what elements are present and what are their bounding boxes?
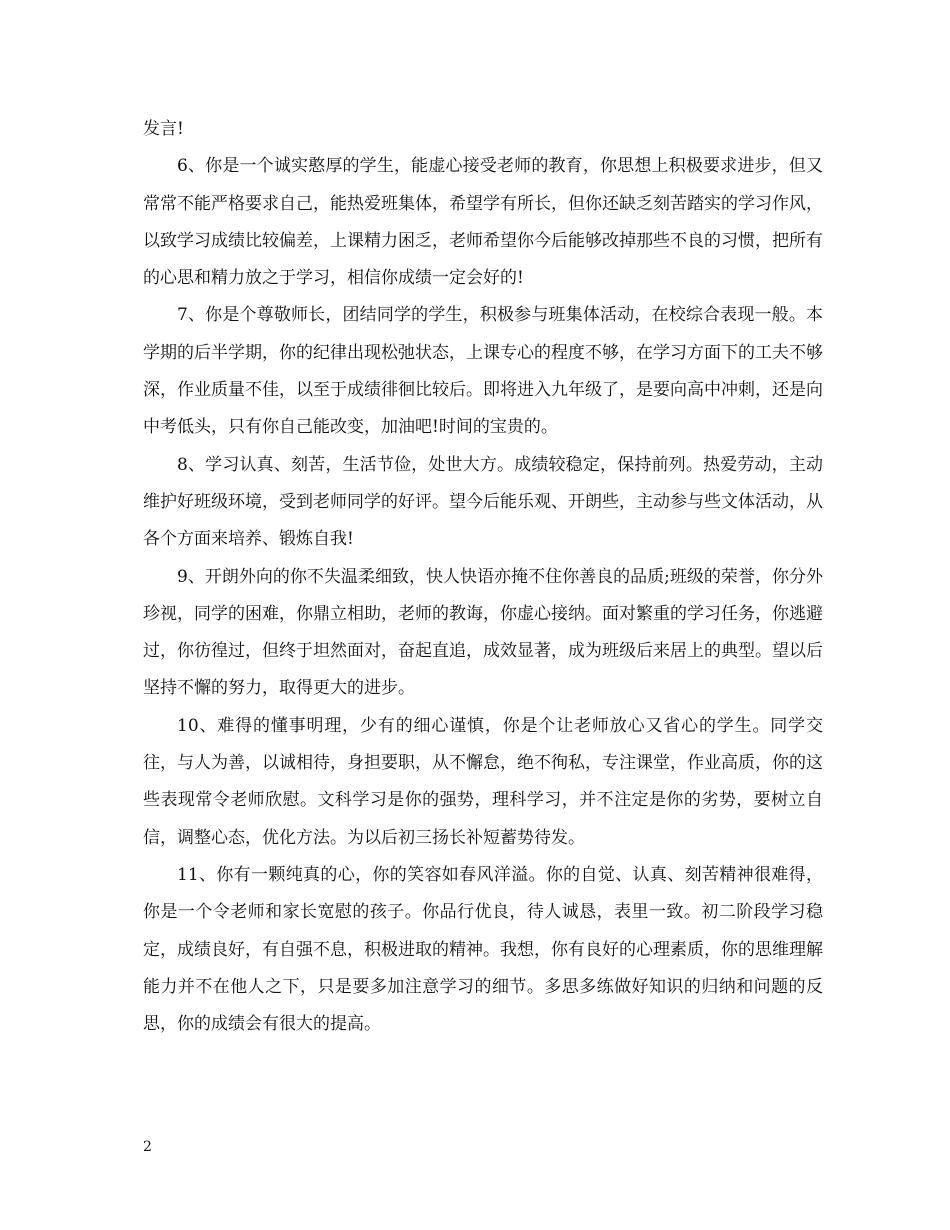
- paragraph-comment-9: 9、开朗外向的你不失温柔细致，快人快语亦掩不住你善良的品质;班级的荣誉，你分外珍视，同学的困难，你鼎立相助，老师的教诲，你虚心接纳。面对繁重的学习任务，你逃避过，你彷徨过，但终于坦然面对，奋起直追，成效显著，成为班级后来居上的典型。望以后坚持不懈的努力，取得更大的进步。: [143, 566, 823, 699]
- paragraph-comment-11: 11、你有一颗纯真的心，你的笑容如春风洋溢。你的自觉、认真、刻苦精神很难得，你是一个令老师和家长宽慰的孩子。你品行优良，待人诚恳，表里一致。初二阶段学习稳定，成绩良好，有自强不息，积极进取的精神。我想，你有良好的心理素质，你的思维理解能力并不在他人之下，只是要多加注意学习的细节。多思多练做好知识的归纳和问题的反思，你的成绩会有很大的提高。: [143, 864, 823, 1035]
- paragraph-comment-6: 6、你是一个诚实憨厚的学生，能虚心接受老师的教育，你思想上积极要求进步，但又常常不能严格要求自己，能热爱班集体，希望学有所长，但你还缺乏刻苦踏实的学习作风，以致学习成绩比较偏差，上课精力困乏，老师希望你今后能够改掉那些不良的习惯，把所有的心思和精力放之于学习，相信你成绩一定会好的!: [143, 156, 823, 289]
- paragraph-continuation: 发言!: [143, 119, 184, 139]
- paragraph-comment-10: 10、难得的懂事明理，少有的细心谨慎，你是个让老师放心又省心的学生。同学交往，与人为善，以诚相待，身担要职，从不懈怠，绝不徇私，专注课堂，作业高质，你的这些表现常令老师欣慰。文科学习是你的强势，理科学习，并不注定是你的劣势，要树立自信，调整心态，优化方法。为以后初三扬长补短蓄势待发。: [143, 715, 823, 848]
- page-number: 2: [143, 1139, 152, 1155]
- document-body: [143, 111, 823, 1043]
- paragraph-comment-7: 7、你是个尊敬师长，团结同学的学生，积极参与班集体活动，在校综合表现一般。本学期的后半学期，你的纪律出现松弛状态，上课专心的程度不够，在学习方面下的工夫不够深，作业质量不佳，以至于成绩徘徊比较后。即将进入九年级了，是要向高中冲刺，还是向中考低头，只有你自己能改变，加油吧!时间的宝贵的。: [143, 305, 823, 438]
- paragraph-comment-8: 8、学习认真、刻苦，生活节俭，处世大方。成绩较稳定，保持前列。热爱劳动，主动维护好班级环境，受到老师同学的好评。望今后能乐观、开朗些，主动参与些文体活动，从各个方面来培养、锻炼自我!: [143, 454, 823, 550]
